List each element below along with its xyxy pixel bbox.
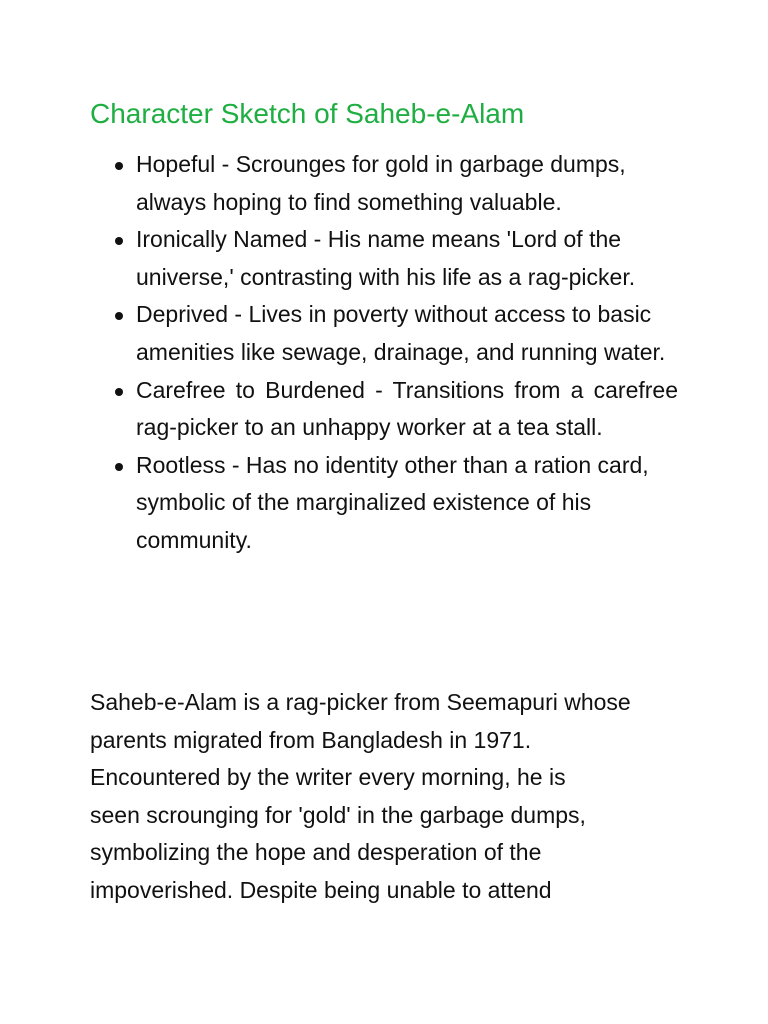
list-item	[90, 296, 678, 371]
bullet-dot-icon	[115, 463, 123, 471]
bullet-dot-icon	[115, 237, 123, 245]
list-item	[90, 447, 678, 560]
list-item-text: Hopeful - Scrounges for gold in garbage dumps, always hoping to find something valuable.	[136, 151, 626, 215]
page-title: Character Sketch of Saheb-e-Alam	[90, 98, 525, 129]
list-item-text: Rootless - Has no identity other than a ration card, symbolic of the marginalized existence of his community.	[136, 451, 649, 553]
list-item-text: Ironically Named - His name means 'Lord of the universe,' contrasting with his life as a rag-picker.	[136, 226, 636, 290]
list-item-text: Carefree to Burdened - Transitions from a carefree rag-picker to an unhappy worker at a tea stall.	[136, 376, 678, 441]
list-item	[90, 221, 678, 296]
list-item-text: Deprived - Lives in poverty without access to basic amenities like sewage, drainage, and running water.	[136, 301, 666, 365]
bullet-dot-icon	[115, 388, 123, 396]
trait-list	[90, 146, 678, 560]
bullet-dot-icon	[115, 312, 123, 320]
list-item	[90, 372, 678, 447]
bullet-dot-icon	[115, 162, 123, 170]
body-paragraph: Saheb-e-Alam is a rag-picker from Seemapuri whose parents migrated from Bangladesh in 1971. Encountered by the writer every morning, he is seen scrounging for 'gold' in the garbage dumps, symbolizing the hope and desperation of the impoverished. Despite being unable to attend	[90, 689, 631, 903]
list-item	[90, 146, 678, 221]
